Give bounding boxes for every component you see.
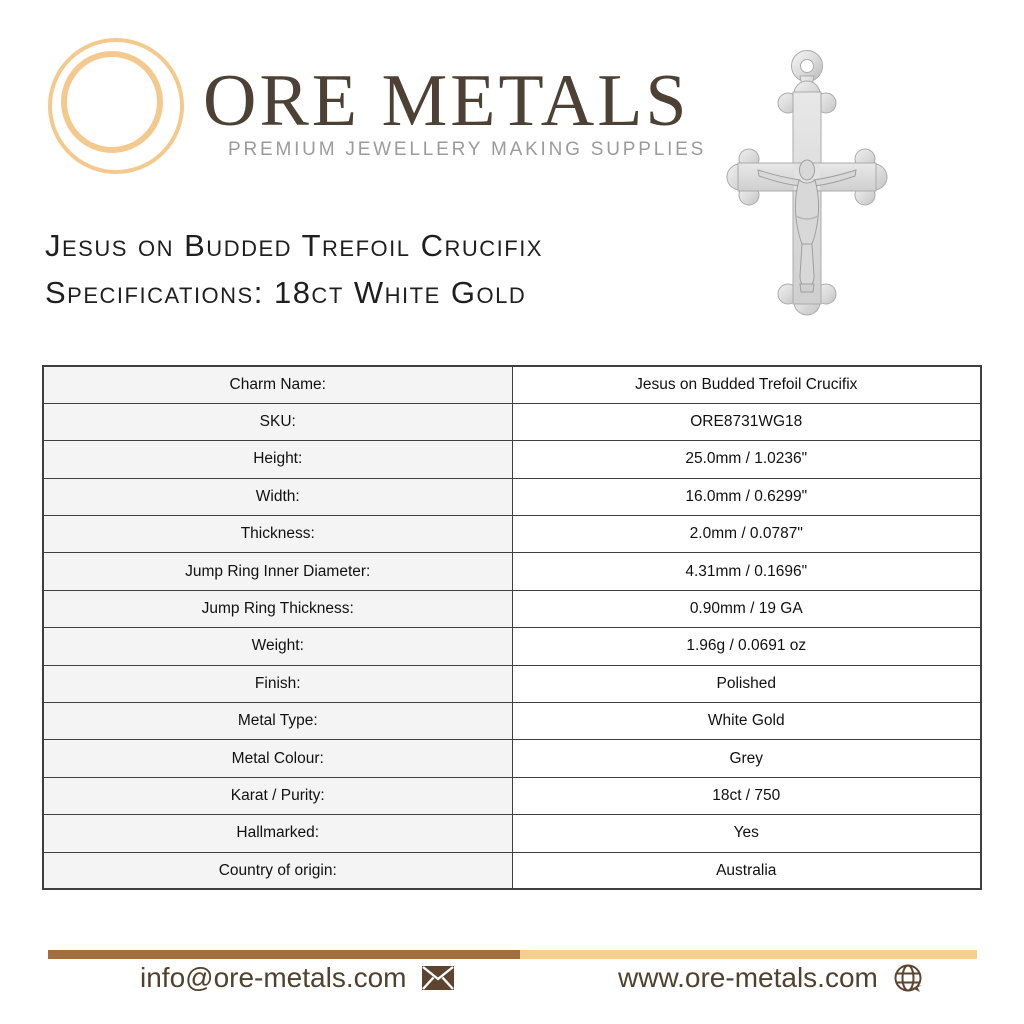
spec-value: 16.0mm / 0.6299" [512, 478, 981, 515]
spec-value: Polished [512, 665, 981, 702]
table-row [43, 441, 981, 478]
spec-value: Yes [512, 815, 981, 852]
table-row [43, 590, 981, 627]
spec-value: 2.0mm / 0.0787" [512, 516, 981, 553]
page-title [45, 222, 543, 316]
footer-website-link[interactable] [618, 962, 924, 994]
crucifix-illustration-icon [710, 48, 905, 340]
table-row [43, 403, 981, 440]
spec-label: Height: [43, 441, 512, 478]
table-row [43, 665, 981, 702]
brand-logo-ring-icon [48, 38, 184, 174]
table-row [43, 777, 981, 814]
spec-label: Jump Ring Inner Diameter: [43, 553, 512, 590]
envelope-icon [422, 966, 454, 990]
spec-value: 1.96g / 0.0691 oz [512, 628, 981, 665]
spec-label: Width: [43, 478, 512, 515]
table-row [43, 366, 981, 403]
globe-icon [893, 963, 924, 994]
spec-value: Australia [512, 852, 981, 889]
spec-label: SKU: [43, 403, 512, 440]
spec-label: Finish: [43, 665, 512, 702]
footer-email-link[interactable] [140, 962, 454, 994]
spec-value: Grey [512, 740, 981, 777]
spec-label: Country of origin: [43, 852, 512, 889]
spec-label: Weight: [43, 628, 512, 665]
spec-label: Hallmarked: [43, 815, 512, 852]
brand-tagline: PREMIUM JEWELLERY MAKING SUPPLIES [228, 139, 707, 160]
table-row [43, 628, 981, 665]
website-text: www.ore-metals.com [618, 962, 878, 993]
spec-value: 18ct / 750 [512, 777, 981, 814]
spec-label: Thickness: [43, 516, 512, 553]
crucifix-photo [710, 48, 905, 340]
table-row [43, 740, 981, 777]
spec-table [42, 365, 982, 890]
spec-label: Metal Type: [43, 703, 512, 740]
spec-label: Karat / Purity: [43, 777, 512, 814]
table-row [43, 852, 981, 889]
spec-value: ORE8731WG18 [512, 403, 981, 440]
table-row [43, 703, 981, 740]
email-text: info@ore-metals.com [140, 962, 407, 993]
table-row [43, 516, 981, 553]
spec-label: Metal Colour: [43, 740, 512, 777]
spec-value: Jesus on Budded Trefoil Crucifix [512, 366, 981, 403]
spec-label: Charm Name: [43, 366, 512, 403]
footer-divider [48, 950, 977, 959]
spec-value: White Gold [512, 703, 981, 740]
spec-value: 25.0mm / 1.0236" [512, 441, 981, 478]
table-row [43, 478, 981, 515]
brand-name: ORE METALS [203, 60, 690, 142]
spec-value: 0.90mm / 19 GA [512, 590, 981, 627]
table-row [43, 815, 981, 852]
table-row [43, 553, 981, 590]
spec-value: 4.31mm / 0.1696" [512, 553, 981, 590]
spec-label: Jump Ring Thickness: [43, 590, 512, 627]
page-title-line1: Jesus on Budded Trefoil Crucifix [45, 228, 543, 263]
page-title-line2: Specifications: 18ct White Gold [45, 275, 527, 311]
brand-logo-ring-inner-icon [61, 51, 163, 153]
